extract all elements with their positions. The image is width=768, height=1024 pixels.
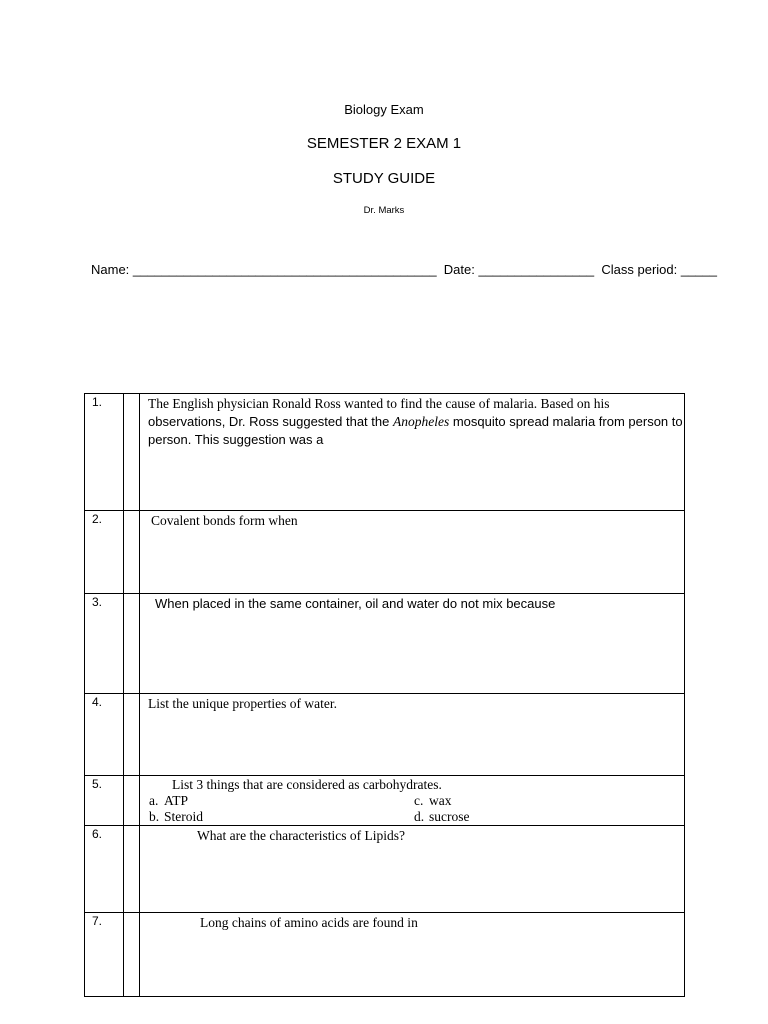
answer-mark-cell (124, 511, 140, 594)
question-text: When placed in the same container, oil and water do not mix because (155, 596, 556, 611)
question-number: 5. (92, 777, 103, 791)
option-letter: d. (414, 809, 425, 824)
question-row-5 (85, 776, 685, 826)
question-text: What are the characteristics of Lipids? (197, 828, 406, 843)
option-letter: b. (149, 809, 160, 824)
question-table (84, 393, 685, 997)
question-line-2 (148, 413, 684, 431)
answer-mark-cell (124, 394, 140, 511)
question-number: 7. (92, 914, 103, 928)
question-text: Covalent bonds form when (151, 513, 298, 528)
question-text: List 3 things that are considered as carbohydrates. (172, 777, 442, 792)
question-row-2 (85, 511, 685, 594)
answer-mark-cell (124, 826, 140, 913)
options-row (140, 809, 684, 825)
option-text: Steroid (164, 809, 203, 824)
species-name: Anopheles (392, 414, 450, 429)
question-row-7 (85, 913, 685, 997)
question-row-3 (85, 594, 685, 694)
exam-course-title: Biology Exam (344, 102, 424, 117)
question-row-4 (85, 694, 685, 776)
teacher-name: Dr. Marks (363, 205, 405, 216)
question-text: List the unique properties of water. (148, 696, 337, 711)
option-d (405, 809, 470, 825)
question-line-2-end: mosquito spread malaria from person to (449, 414, 683, 429)
student-info-line: Name: __________________________________________ Date: ________________ Class period: _____ (91, 262, 717, 277)
answer-mark-cell (124, 776, 140, 826)
option-c (405, 793, 452, 809)
question-row-1 (85, 394, 685, 511)
question-text: Long chains of amino acids are found in (200, 915, 418, 930)
question-number: 1. (92, 395, 103, 409)
study-guide-title: STUDY GUIDE (332, 170, 436, 187)
question-line-1: The English physician Ronald Ross wanted to find the cause of malaria. Based on his (148, 396, 610, 411)
option-letter: c. (414, 793, 424, 808)
option-b (140, 809, 405, 825)
exam-title: SEMESTER 2 EXAM 1 (306, 135, 462, 152)
option-text: ATP (164, 793, 189, 808)
question-line-3: person. This suggestion was a (148, 432, 324, 447)
option-text: sucrose (429, 809, 470, 824)
option-a (140, 793, 405, 809)
question-number: 3. (92, 595, 103, 609)
option-letter: a. (149, 793, 159, 808)
answer-mark-cell (124, 913, 140, 997)
options-row (140, 793, 684, 809)
question-number: 6. (92, 827, 103, 841)
answer-mark-cell (124, 694, 140, 776)
option-text: wax (429, 793, 452, 808)
question-number: 2. (92, 512, 103, 526)
question-line-2-start: observations, Dr. Ross suggested that the (148, 414, 393, 429)
question-text (140, 394, 684, 449)
question-row-6 (85, 826, 685, 913)
answer-mark-cell (124, 594, 140, 694)
question-number: 4. (92, 695, 103, 709)
